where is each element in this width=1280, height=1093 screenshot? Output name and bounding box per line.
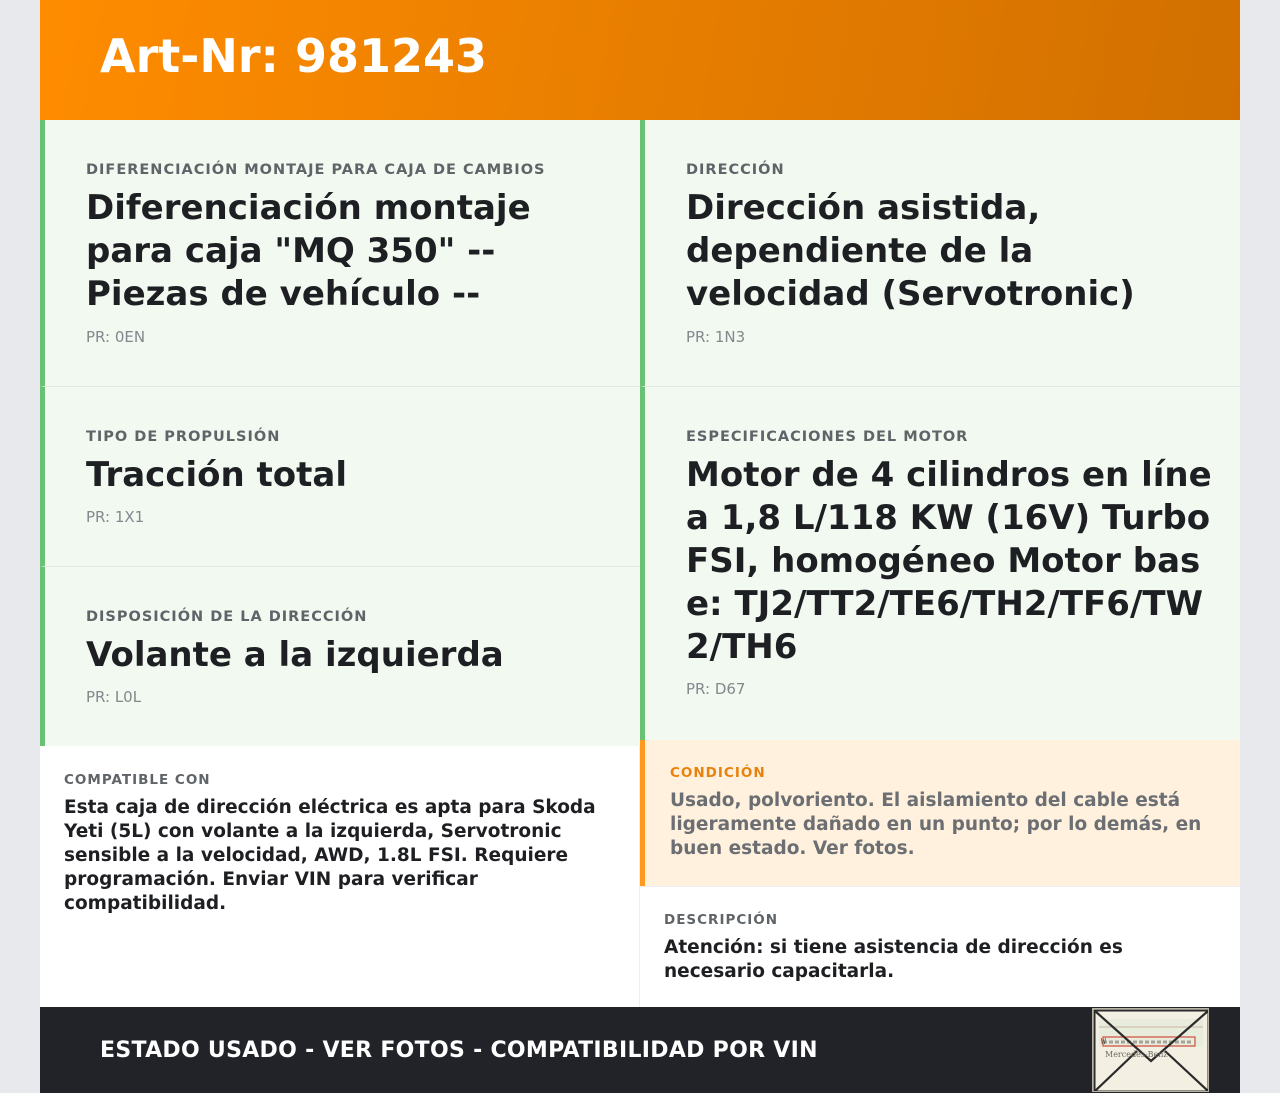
spec-card-gearbox (40, 120, 640, 387)
spec-label: ESPECIFICACIONES DEL MOTOR (686, 429, 969, 445)
spec-code: PR: 1N3 (686, 328, 746, 346)
spec-code: PR: 0EN (86, 328, 146, 346)
spec-code: PR: 1X1 (86, 508, 145, 526)
spec-label: DISPOSICIÓN DE LA DIRECCIÓN (86, 609, 368, 625)
footer-bar (40, 1007, 1240, 1093)
spec-value: Dirección asistida, dependiente de la velocidad (Servotronic) (686, 188, 1135, 314)
spec-label: TIPO DE PROPULSIÓN (86, 429, 281, 445)
spec-value: Volante a la izquierda (86, 635, 504, 675)
spec-code: PR: D67 (686, 680, 746, 698)
spec-card-steering-side (40, 567, 640, 746)
thumbnail-text-brand: Mercedes-Benz (1105, 1050, 1168, 1059)
spec-code: PR: L0L (86, 688, 142, 706)
condition-text: Usado, polvoriento. El aislamiento del cable está ligeramente dañado en un punto; por lo demás, en buen estado. Ver fotos. (670, 790, 1202, 859)
description-text: Atención: si tiene asistencia de dirección es necesario capacitarla. (664, 937, 1123, 982)
compatible-text: Esta caja de dirección eléctrica es apta para Skoda Yeti (5L) con volante a la izquierda, Servotronic sensible a la velocidad, AWD, 1.8L FSI. Requiere programación. Enviar VIN para verificar compatibilidad. (64, 797, 596, 914)
spec-value: Tracción total (86, 455, 347, 495)
spec-label: DIFERENCIACIÓN MONTAJE PARA CAJA DE CAMBIOS (86, 162, 546, 178)
description-block (640, 886, 1240, 1007)
compatible-label: COMPATIBLE CON (64, 772, 211, 788)
spec-card-drive (40, 387, 640, 567)
spec-value: Diferenciación montaje para caja "MQ 350" -- Piezas de vehículo -- (86, 188, 531, 314)
header-bar (40, 0, 1240, 120)
condition-block (640, 740, 1240, 886)
article-number-title: Art-Nr: 981243 (100, 29, 488, 83)
spec-value: Motor de 4 cilindros en línea 1,8 L/118 KW (16V) Turbo FSI, homogéneo Motor base: TJ2/TT2/TE6/TH2/TF6/TW2/TH6 (686, 455, 1212, 667)
spec-label: DIRECCIÓN (686, 162, 785, 178)
spec-card-engine (640, 387, 1240, 740)
thumbnail-graphic (1093, 1009, 1209, 1092)
thumbnail-text-vin: W (1101, 1037, 1106, 1046)
compatible-block (40, 746, 640, 1007)
label-photo-icon[interactable] (1092, 1008, 1209, 1092)
part-sheet (40, 0, 1240, 1093)
footer-text: ESTADO USADO - VER FOTOS - COMPATIBILIDAD POR VIN (100, 1038, 818, 1063)
spec-card-steering (640, 120, 1240, 387)
condition-label: CONDICIÓN (670, 765, 766, 781)
description-label: DESCRIPCIÓN (664, 912, 779, 928)
